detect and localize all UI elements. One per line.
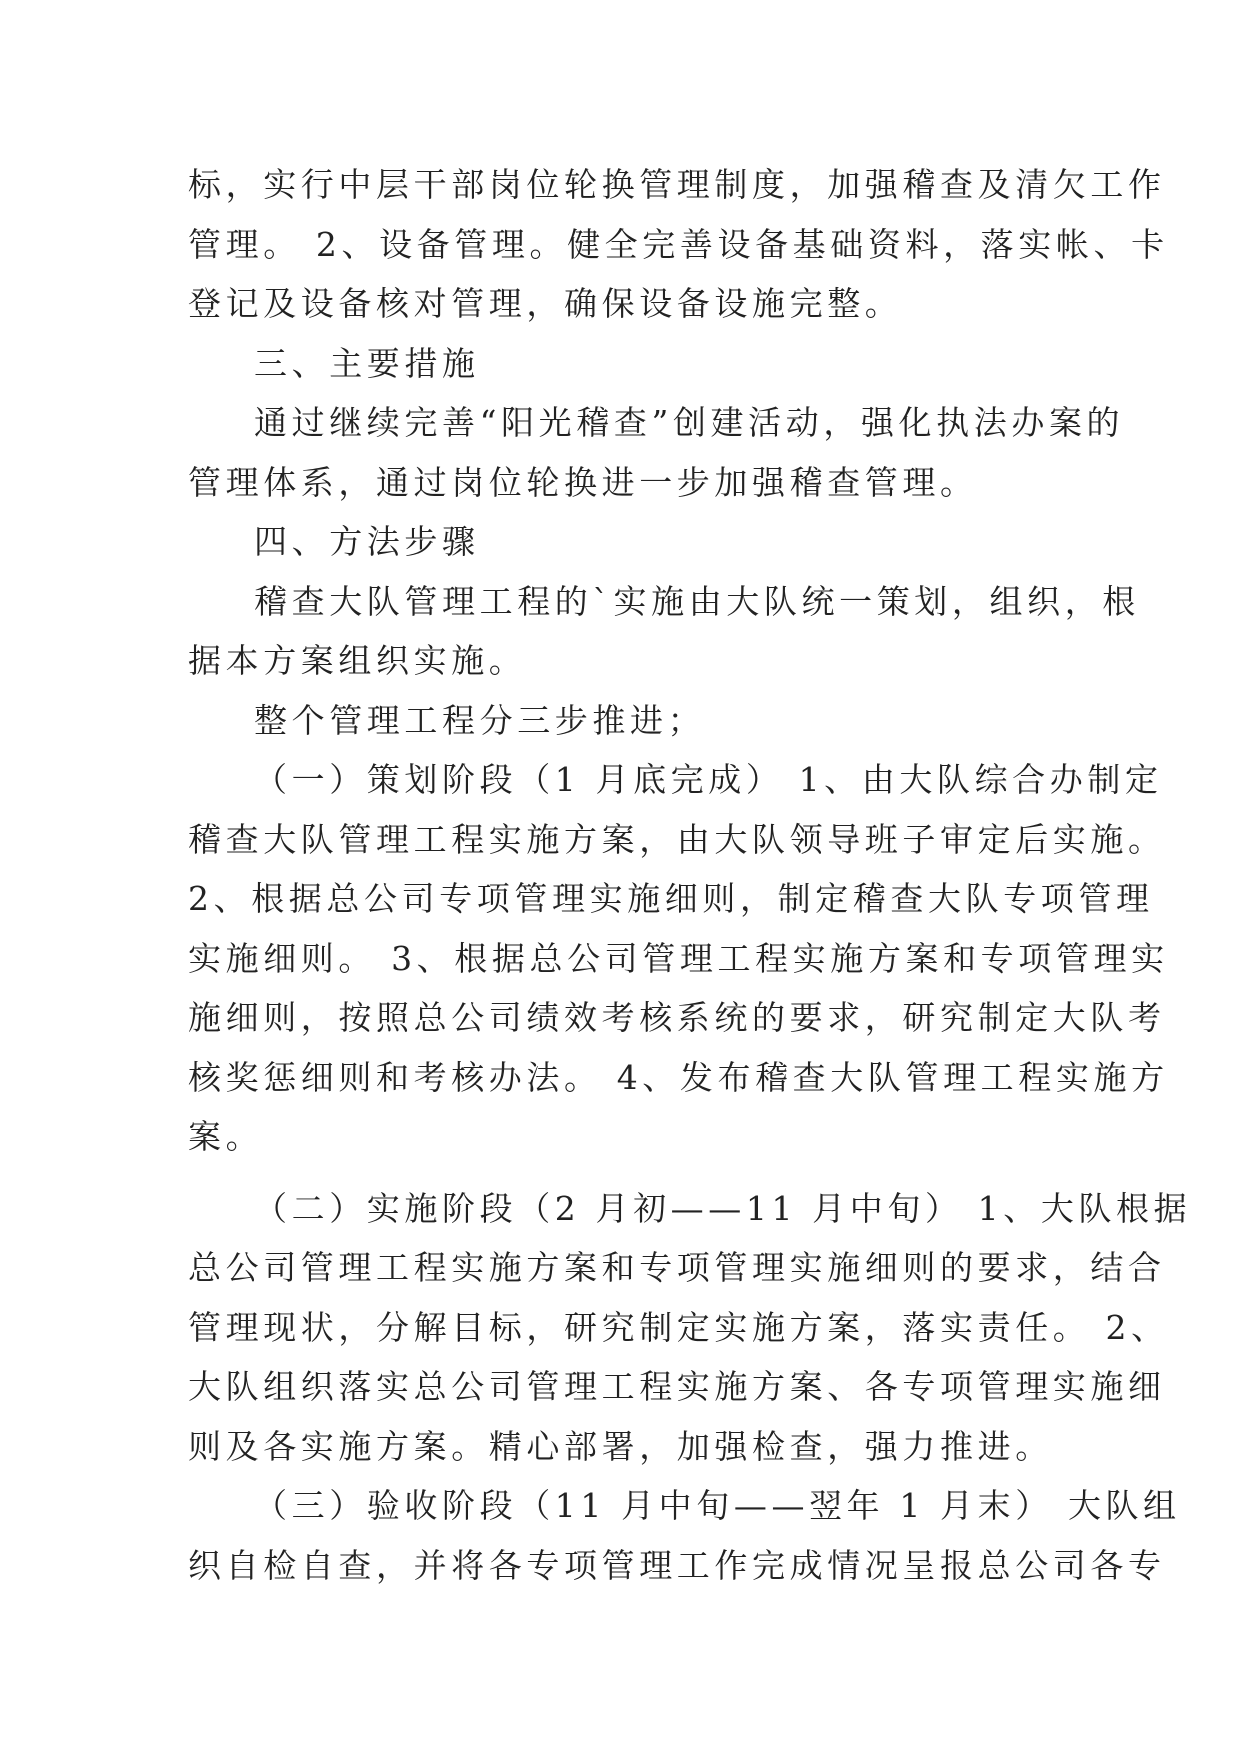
text-line: 登记及设备核对管理，确保设备设施完整。 xyxy=(188,284,903,323)
text-line: （一）策划阶段（1 月底完成） 1、由大队综合办制定 xyxy=(254,760,1163,799)
text-line: 稽查大队管理工程实施方案，由大队领导班子审定后实施。 xyxy=(188,819,1166,859)
text-line: 总公司管理工程实施方案和专项管理实施细则的要求，结合 xyxy=(188,1248,1166,1287)
text-line: 施细则，按照总公司绩效考核系统的要求，研究制定大队考 xyxy=(188,998,1166,1037)
body-text xyxy=(188,155,1192,1595)
text-line: 通过继续完善“阳光稽查”创建活动，强化执法办案的 xyxy=(254,403,1125,442)
text-line: 稽查大队管理工程的`实施由大队统一策划，组织，根 xyxy=(254,581,1140,621)
section-heading: 四、方法步骤 xyxy=(254,522,480,561)
section-heading: 三、主要措施 xyxy=(254,343,480,383)
text-line: 标，实行中层干部岗位轮换管理制度，加强稽查及清欠工作 xyxy=(188,165,1166,204)
text-line: 管理。 2、设备管理。健全完善设备基础资料，落实帐、卡 xyxy=(188,224,1169,264)
text-line: 据本方案组织实施。 xyxy=(188,641,527,680)
text-line: 实施细则。 3、根据总公司管理工程实施方案和专项管理实 xyxy=(188,938,1169,978)
text-line: 管理体系，通过岗位轮换进一步加强稽查管理。 xyxy=(188,462,978,502)
text-line: 案。 xyxy=(188,1117,264,1156)
text-line: 管理现状，分解目标，研究制定实施方案，落实责任。 2、 xyxy=(188,1307,1169,1347)
text-line: 整个管理工程分三步推进； xyxy=(254,700,706,740)
text-line: 大队组织落实总公司管理工程实施方案、各专项管理实施细 xyxy=(188,1367,1166,1406)
text-line: 2、根据总公司专项管理实施细则，制定稽查大队专项管理 xyxy=(188,879,1154,918)
text-line: （三）验收阶段（11 月中旬——翌年 1 月末） 大队组 xyxy=(254,1486,1181,1525)
text-line: 则及各实施方案。精心部署，加强检查，强力推进。 xyxy=(188,1426,1053,1466)
text-line: 核奖惩细则和考核办法。 4、发布稽查大队管理工程实施方 xyxy=(188,1057,1169,1097)
text-line: （二）实施阶段（2 月初——11 月中旬） 1、大队根据 xyxy=(254,1188,1192,1228)
text-line: 织自检自查，并将各专项管理工作完成情况呈报总公司各专 xyxy=(188,1545,1166,1585)
